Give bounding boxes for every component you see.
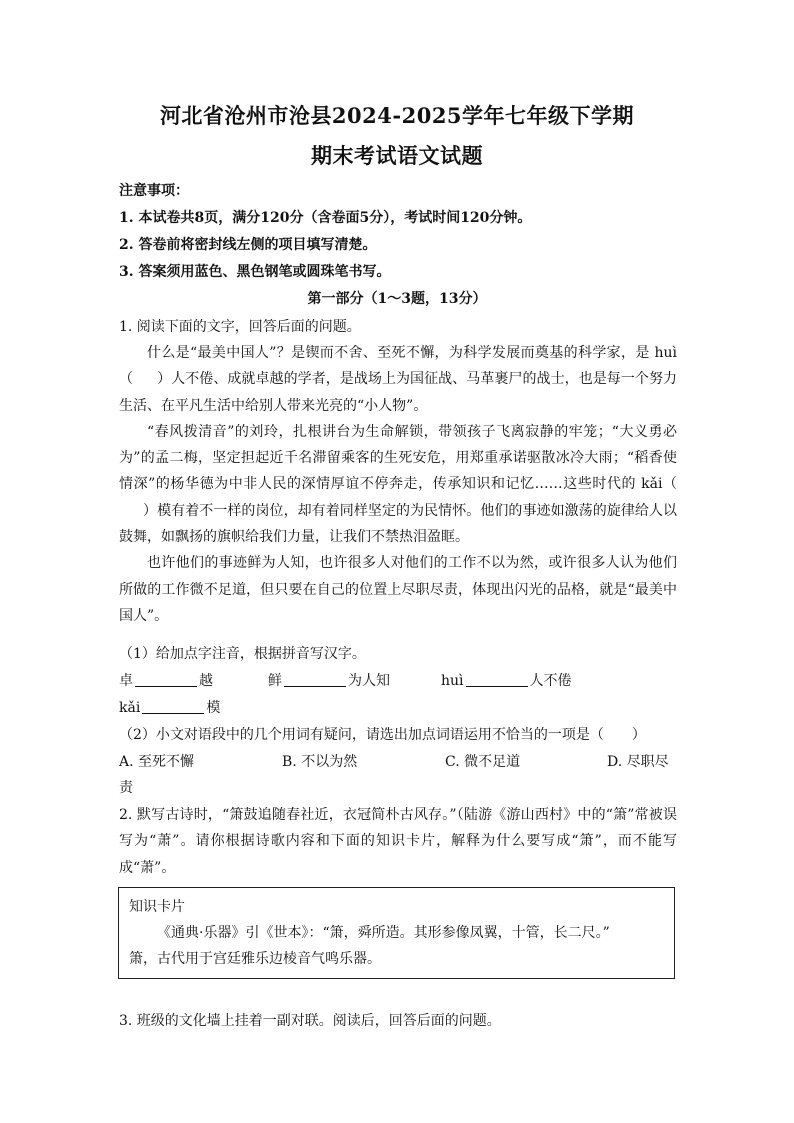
exam-title-line2: 期末考试语文试题: [311, 143, 483, 168]
fill-d: kǎi 模: [119, 700, 221, 716]
option-d-wrap: 责: [119, 780, 133, 796]
q1-passage-p1a: 什么是“最美中国人”？是锲而不舍、至死不懈，为科学发展而奠基的科学家，是 huì（: [119, 345, 677, 388]
q1-passage-p3: 也许他们的事迹鲜为人知，也许很多人对他们的工作不以为然，或许很多人认为他们所做的工作微不足道，但只要在自己的位置上尽职尽责，体现出闪光的品格，就是“最美中国人”。: [119, 555, 677, 624]
option-b[interactable]: B. 不以为然: [282, 754, 358, 770]
q1-prompt: 1. 阅读下面的文字，回答后面的问题。: [119, 319, 361, 335]
fill-b: 鲜 为人知: [268, 673, 390, 689]
q1-passage: [119, 340, 677, 629]
answer-blank-d[interactable]: [142, 699, 204, 714]
knowledge-card: [118, 887, 675, 979]
fill-c: huì 人不倦: [441, 673, 572, 689]
knowledge-card-line2: 箫，古代用于宫廷雅乐边棱音气鸣乐器。: [129, 951, 381, 967]
notice-item-1: 1. 本试卷共8页，满分120分（含卷面5分），考试时间120分钟。: [119, 210, 532, 226]
q1-sub1: （1）给加点字注音，根据拼音写汉字。: [119, 646, 366, 662]
q3-prompt: 3. 班级的文化墙上挂着一副对联。阅读后，回答后面的问题。: [119, 1013, 501, 1029]
q1-sub2: （2）小文对语段中的几个用词有疑问，请选出加点词语运用不恰当的一项是（ ）: [119, 727, 646, 743]
q2-prompt: 2. 默写古诗时，“箫鼓追随春社近，衣冠简朴古风存。”（陆游《游山西村》中的“箫”常被误写为“萧”。请你根据诗歌内容和下面的知识卡片，解释为什么要写成“箫”，而不能写成“萧”。: [119, 807, 677, 876]
fill-a: 卓 越: [119, 673, 213, 689]
q1-passage-p2a: “春风拨清音”的刘玲，扎根讲台为生命解锁，带领孩子飞离寂静的牢笼；“大义勇必为”的孟二梅，坚定担起近千名滞留乘客的生死安危，用郑重承诺驱散冰冷大雨；“稻香使情深”的杨华德为中非人民的深情厚谊不停奔走，传承知识和记忆……这些时代的 kǎi（: [119, 423, 677, 493]
knowledge-card-title: 知识卡片: [129, 899, 185, 915]
option-c[interactable]: C. 微不足道: [445, 754, 521, 770]
part1-heading: 第一部分（1～3题，13分）: [307, 291, 487, 307]
answer-blank-c[interactable]: [466, 672, 528, 687]
answer-blank-a[interactable]: [135, 672, 197, 687]
exam-title-line1: 河北省沧州市沧县2024-2025学年七年级下学期: [159, 103, 635, 128]
notice-item-3: 3. 答案须用蓝色、黑色钢笔或圆珠笔书写。: [119, 264, 391, 280]
q1-passage-p2b: ）模有着不一样的岗位，却有着同样坚定的为民情怀。他们的事迹如激荡的旋律给人以鼓舞，如飘扬的旗帜给我们力量，让我们不禁热泪盈眶。: [119, 502, 677, 546]
knowledge-card-line1: 《通典·乐器》引《世本》：“箫，舜所造。其形参像凤翼，十管，长二尺。”: [157, 925, 610, 941]
notice-item-2: 2. 答卷前将密封线左侧的项目填写清楚。: [119, 237, 377, 253]
q1-passage-p2: [119, 419, 677, 550]
option-d[interactable]: D. 尽职尽: [607, 754, 669, 770]
option-a[interactable]: A. 至死不懈: [119, 754, 195, 770]
answer-blank-b[interactable]: [284, 672, 346, 687]
notice-heading: 注意事项：: [119, 183, 189, 199]
q1-passage-p1: [119, 340, 677, 419]
q1-passage-p1b: ）人不倦、成就卓越的学者，是战场上为国征战、马革裹尸的战士，也是每一个努力生活、在平凡生活中给别人带来光亮的“小人物”。: [119, 371, 678, 414]
